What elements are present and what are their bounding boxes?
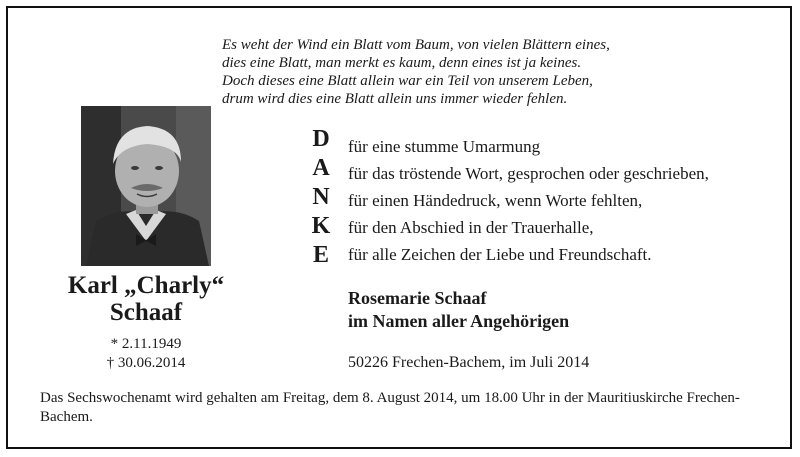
signer-relation: im Namen aller Angehörigen	[348, 311, 570, 331]
danke-letter: N	[312, 184, 330, 210]
danke-letter: K	[311, 213, 331, 239]
birth-date: * 2.11.1949	[110, 336, 182, 352]
danke-line: für das tröstende Wort, gesprochen oder geschrieben,	[348, 164, 709, 183]
danke-line: für alle Zeichen der Liebe und Freundschaft.	[348, 245, 652, 264]
poem-line: Doch dieses eine Blatt allein war ein Teil von unserem Leben,	[222, 73, 593, 89]
memorial-service-notice: Das Sechswochenamt wird gehalten am Freitag, dem 8. August 2014, um 18.00 Uhr in der Mauritiuskirche Frechen-Bachem.	[40, 390, 740, 425]
death-date: † 30.06.2014	[106, 355, 186, 371]
deceased-name-line: Karl „Charly“	[67, 272, 225, 299]
memorial-poem	[222, 36, 742, 108]
deceased-name	[40, 272, 252, 326]
danke-line: für einen Händedruck, wenn Worte fehlten,	[348, 191, 643, 210]
signature-block	[348, 287, 569, 333]
danke-letter: A	[312, 155, 330, 181]
poem-line: drum wird dies eine Blatt allein uns immer wieder fehlen.	[222, 91, 568, 107]
deceased-surname: Schaaf	[109, 299, 183, 326]
life-dates	[40, 335, 252, 373]
danke-letter: E	[312, 242, 329, 268]
danke-line: für eine stumme Umarmung	[348, 137, 541, 156]
poem-line: dies eine Blatt, man merkt es kaum, denn eines ist ja keines.	[222, 55, 582, 71]
danke-line: für den Abschied in der Trauerhalle,	[348, 218, 594, 237]
signer-name: Rosemarie Schaaf	[348, 288, 487, 308]
poem-line: Es weht der Wind ein Blatt vom Baum, von vielen Blättern eines,	[222, 37, 610, 53]
portrait-photo	[81, 106, 211, 266]
danke-letter: D	[312, 126, 330, 152]
place-date: 50226 Frechen-Bachem, im Juli 2014	[348, 354, 590, 371]
